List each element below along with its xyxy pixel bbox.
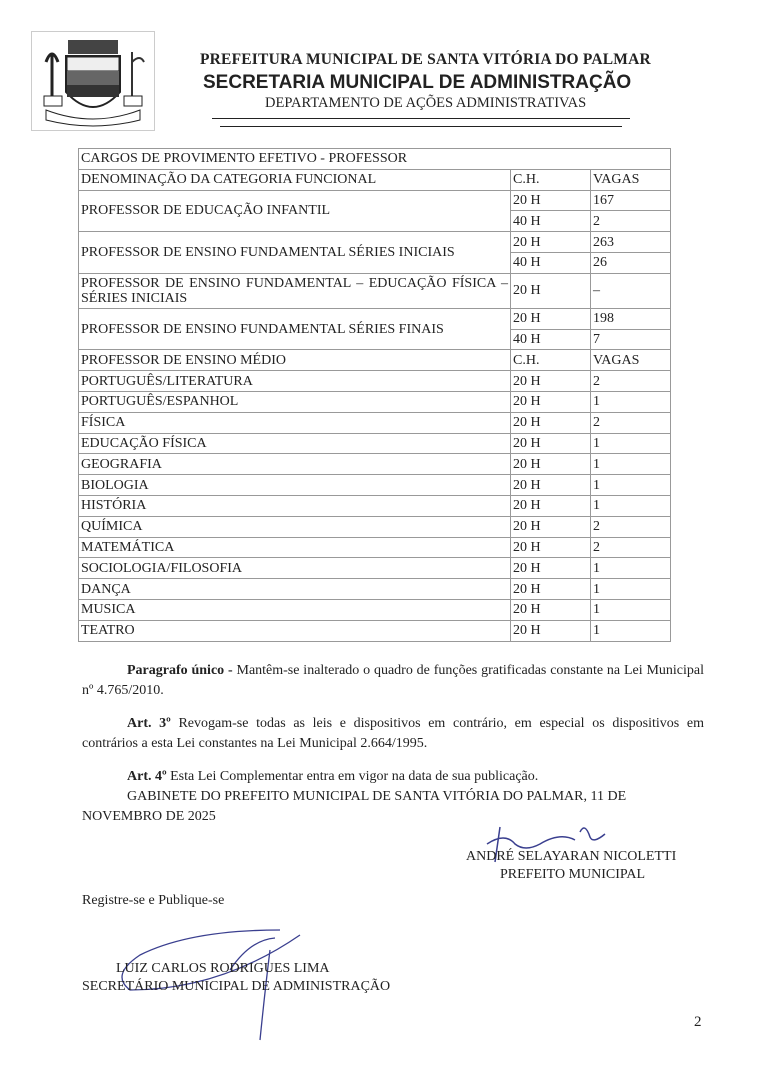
header-departamento: DEPARTAMENTO DE AÇÕES ADMINISTRATIVAS: [265, 95, 587, 111]
header-prefeitura: PREFEITURA MUNICIPAL DE SANTA VITÓRIA DO PALMAR: [200, 51, 651, 68]
vacancies: 1: [591, 433, 671, 454]
workload: 20 H: [511, 516, 591, 537]
header-secretaria: SECRETARIA MUNICIPAL DE ADMINISTRAÇÃO: [203, 72, 632, 93]
workload: 40 H: [511, 211, 591, 232]
table-row: [79, 273, 671, 308]
vacancies: 1: [591, 454, 671, 475]
workload: 20 H: [511, 371, 591, 392]
table-row: [79, 391, 671, 412]
subject: MATEMÁTICA: [79, 537, 511, 558]
article-label: Art. 3º: [127, 716, 171, 731]
vacancies: 2: [591, 211, 671, 232]
vacancies: 198: [591, 308, 671, 329]
workload: 20 H: [511, 308, 591, 329]
workload: 20 H: [511, 232, 591, 253]
header-ch: C.H.: [511, 350, 591, 371]
paragrafo-unico: [82, 661, 704, 701]
subject: HISTÓRIA: [79, 495, 511, 516]
mayor-name: ANDRÉ SELAYARAN NICOLETTI: [466, 849, 677, 864]
table-row: [79, 495, 671, 516]
table-header-row: [79, 169, 671, 190]
table-row: [79, 232, 671, 253]
vacancies: 1: [591, 558, 671, 579]
header-ch: C.H.: [511, 169, 591, 190]
subject: EDUCAÇÃO FÍSICA: [79, 433, 511, 454]
workload: 20 H: [511, 537, 591, 558]
table-row: [79, 599, 671, 620]
workload: 20 H: [511, 495, 591, 516]
subject: QUÍMICA: [79, 516, 511, 537]
header-divider: [212, 118, 630, 119]
vacancies: 7: [591, 329, 671, 350]
category-name: PROFESSOR DE ENSINO FUNDAMENTAL SÉRIES INICIAIS: [79, 232, 511, 274]
subject: MUSICA: [79, 599, 511, 620]
article-4: [82, 767, 704, 787]
table-row: [79, 537, 671, 558]
header-vagas: VAGAS: [591, 169, 671, 190]
register-publish: Registre-se e Publique-se: [82, 893, 225, 908]
article-text: Revogam-se todas as leis e dispositivos em contrário, em especial os dispositivos em contrários a esta Lei constantes na Lei Municipal 2.664/1995.: [82, 716, 705, 751]
workload: 40 H: [511, 329, 591, 350]
workload: 20 H: [511, 475, 591, 496]
vacancies: 167: [591, 190, 671, 211]
workload: 20 H: [511, 391, 591, 412]
secretary-name: LUIZ CARLOS RODRIGUES LIMA: [116, 961, 330, 976]
table-title: CARGOS DE PROVIMENTO EFETIVO - PROFESSOR: [79, 149, 671, 170]
subject: PORTUGUÊS/LITERATURA: [79, 371, 511, 392]
table-row: [79, 516, 671, 537]
subject: GEOGRAFIA: [79, 454, 511, 475]
vacancies: 1: [591, 475, 671, 496]
vacancies: 1: [591, 391, 671, 412]
paragraph-label: Paragrafo único -: [127, 663, 233, 678]
page-number: 2: [694, 1014, 702, 1030]
vacancies: 263: [591, 232, 671, 253]
table-row: [79, 620, 671, 641]
workload: 20 H: [511, 412, 591, 433]
medio-header: PROFESSOR DE ENSINO MÉDIO: [79, 350, 511, 371]
table-row: [79, 308, 671, 329]
table-row: [79, 579, 671, 600]
gabinete-date: [82, 787, 704, 827]
mayor-title: PREFEITO MUNICIPAL: [500, 867, 646, 882]
secretary-title: SECRETÁRIO MUNICIPAL DE ADMINISTRAÇÃO: [82, 979, 391, 994]
vacancies: 1: [591, 599, 671, 620]
subject: TEATRO: [79, 620, 511, 641]
article-text: Esta Lei Complementar entra em vigor na data de sua publicação.: [166, 769, 539, 784]
workload: 20 H: [511, 579, 591, 600]
subject: PORTUGUÊS/ESPANHOL: [79, 391, 511, 412]
article-3: [82, 714, 704, 754]
table-row: [79, 475, 671, 496]
table-row: [79, 371, 671, 392]
table-row: [79, 190, 671, 211]
category-name: PROFESSOR DE ENSINO FUNDAMENTAL – EDUCAÇÃO FÍSICA – SÉRIES INICIAIS: [79, 273, 511, 308]
header-category: DENOMINAÇÃO DA CATEGORIA FUNCIONAL: [79, 169, 511, 190]
vacancies: –: [591, 273, 671, 308]
subject: FÍSICA: [79, 412, 511, 433]
vacancies: 1: [591, 620, 671, 641]
vacancies: 2: [591, 412, 671, 433]
table-title-row: [79, 149, 671, 170]
workload: 20 H: [511, 273, 591, 308]
vacancies: 26: [591, 252, 671, 273]
category-name: PROFESSOR DE EDUCAÇÃO INFANTIL: [79, 190, 511, 232]
vacancies: 2: [591, 537, 671, 558]
table-row: [79, 433, 671, 454]
subject: SOCIOLOGIA/FILOSOFIA: [79, 558, 511, 579]
article-label: Art. 4º: [127, 769, 167, 784]
table-row: [79, 558, 671, 579]
table-row: [79, 454, 671, 475]
subject: DANÇA: [79, 579, 511, 600]
positions-table: [78, 148, 671, 642]
municipal-coat-of-arms-logo: [31, 31, 155, 131]
workload: 20 H: [511, 190, 591, 211]
subject: BIOLOGIA: [79, 475, 511, 496]
vacancies: 1: [591, 579, 671, 600]
workload: 20 H: [511, 454, 591, 475]
workload: 20 H: [511, 599, 591, 620]
paragraph-text: Mantêm-se inalterado o quadro de funções gratificadas constante na Lei Municipal nº 4.765/2010.: [82, 663, 704, 698]
medio-header-row: [79, 350, 671, 371]
table-row: [79, 412, 671, 433]
vacancies: 2: [591, 371, 671, 392]
workload: 20 H: [511, 620, 591, 641]
workload: 20 H: [511, 558, 591, 579]
workload: 20 H: [511, 433, 591, 454]
gabinete-text: GABINETE DO PREFEITO MUNICIPAL DE SANTA VITÓRIA DO PALMAR, 11 DE NOVEMBRO DE 2025: [82, 789, 627, 824]
header-divider: [220, 126, 622, 127]
category-name: PROFESSOR DE ENSINO FUNDAMENTAL SÉRIES FINAIS: [79, 308, 511, 350]
vacancies: 2: [591, 516, 671, 537]
vacancies: 1: [591, 495, 671, 516]
header-vagas: VAGAS: [591, 350, 671, 371]
workload: 40 H: [511, 252, 591, 273]
